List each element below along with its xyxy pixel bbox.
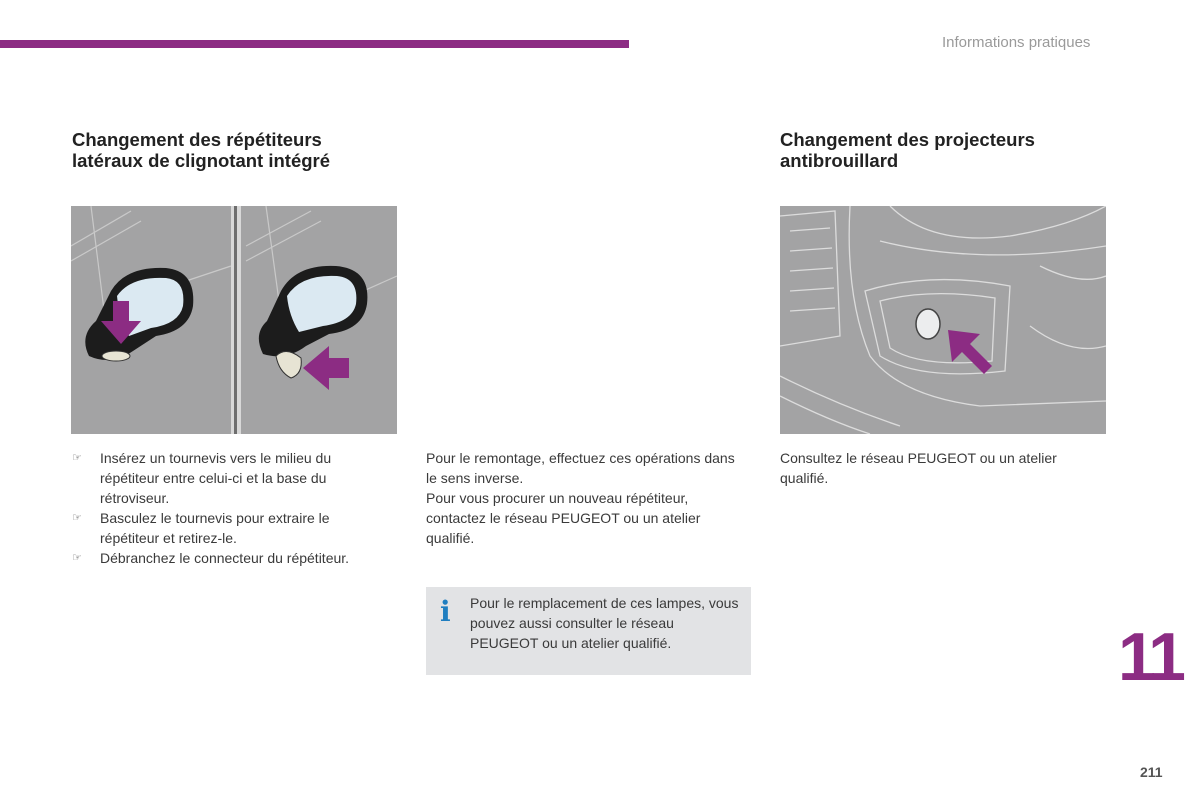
heading-repeaters	[72, 129, 402, 171]
instruction-item	[72, 508, 392, 548]
heading-fog-line1: Changement des projecteurs	[780, 129, 1035, 150]
heading-repeaters-line1: Changement des répétiteurs	[72, 129, 322, 150]
heading-fog-lamps	[780, 129, 1110, 171]
page-number: 211	[1140, 764, 1163, 780]
instruction-text: Insérez un tournevis vers le milieu du répétiteur entre celui-ci et la base du rétroviseur.	[100, 450, 332, 506]
instruction-text: Basculez le tournevis pour extraire le répétiteur et retirez-le.	[100, 510, 330, 546]
section-title: Informations pratiques	[942, 34, 1091, 51]
pointing-hand-icon: ☞	[72, 552, 82, 564]
instruction-item	[72, 548, 392, 568]
heading-repeaters-line2: latéraux de clignotant intégré	[72, 150, 331, 171]
instruction-text: Débranchez le connecteur du répétiteur.	[100, 550, 350, 566]
pointing-hand-icon: ☞	[72, 512, 82, 524]
pointing-hand-icon: ☞	[72, 452, 82, 464]
heading-fog-line2: antibrouillard	[780, 150, 899, 171]
reassembly-para-2: Pour vous procurer un nouveau répétiteur, contactez le réseau PEUGEOT ou un atelier qualifié.	[426, 490, 701, 546]
repeater-instructions	[72, 448, 392, 568]
reassembly-text	[426, 448, 746, 548]
info-text: Pour le remplacement de ces lampes, vous pouvez aussi consulter le réseau PEUGEOT ou un atelier qualifié.	[470, 595, 739, 651]
instruction-item	[72, 448, 392, 508]
chapter-color-bar	[0, 40, 629, 48]
chapter-number: 11	[1118, 619, 1182, 695]
info-box	[426, 587, 751, 675]
fog-lamp-text: Consultez le réseau PEUGEOT ou un atelier qualifié.	[780, 450, 1057, 486]
info-icon: i	[440, 595, 451, 628]
reassembly-para-1: Pour le remontage, effectuez ces opérations dans le sens inverse.	[426, 450, 735, 486]
fog-lamp-illustration	[780, 206, 1106, 434]
mirror-repeater-illustration	[71, 206, 397, 434]
